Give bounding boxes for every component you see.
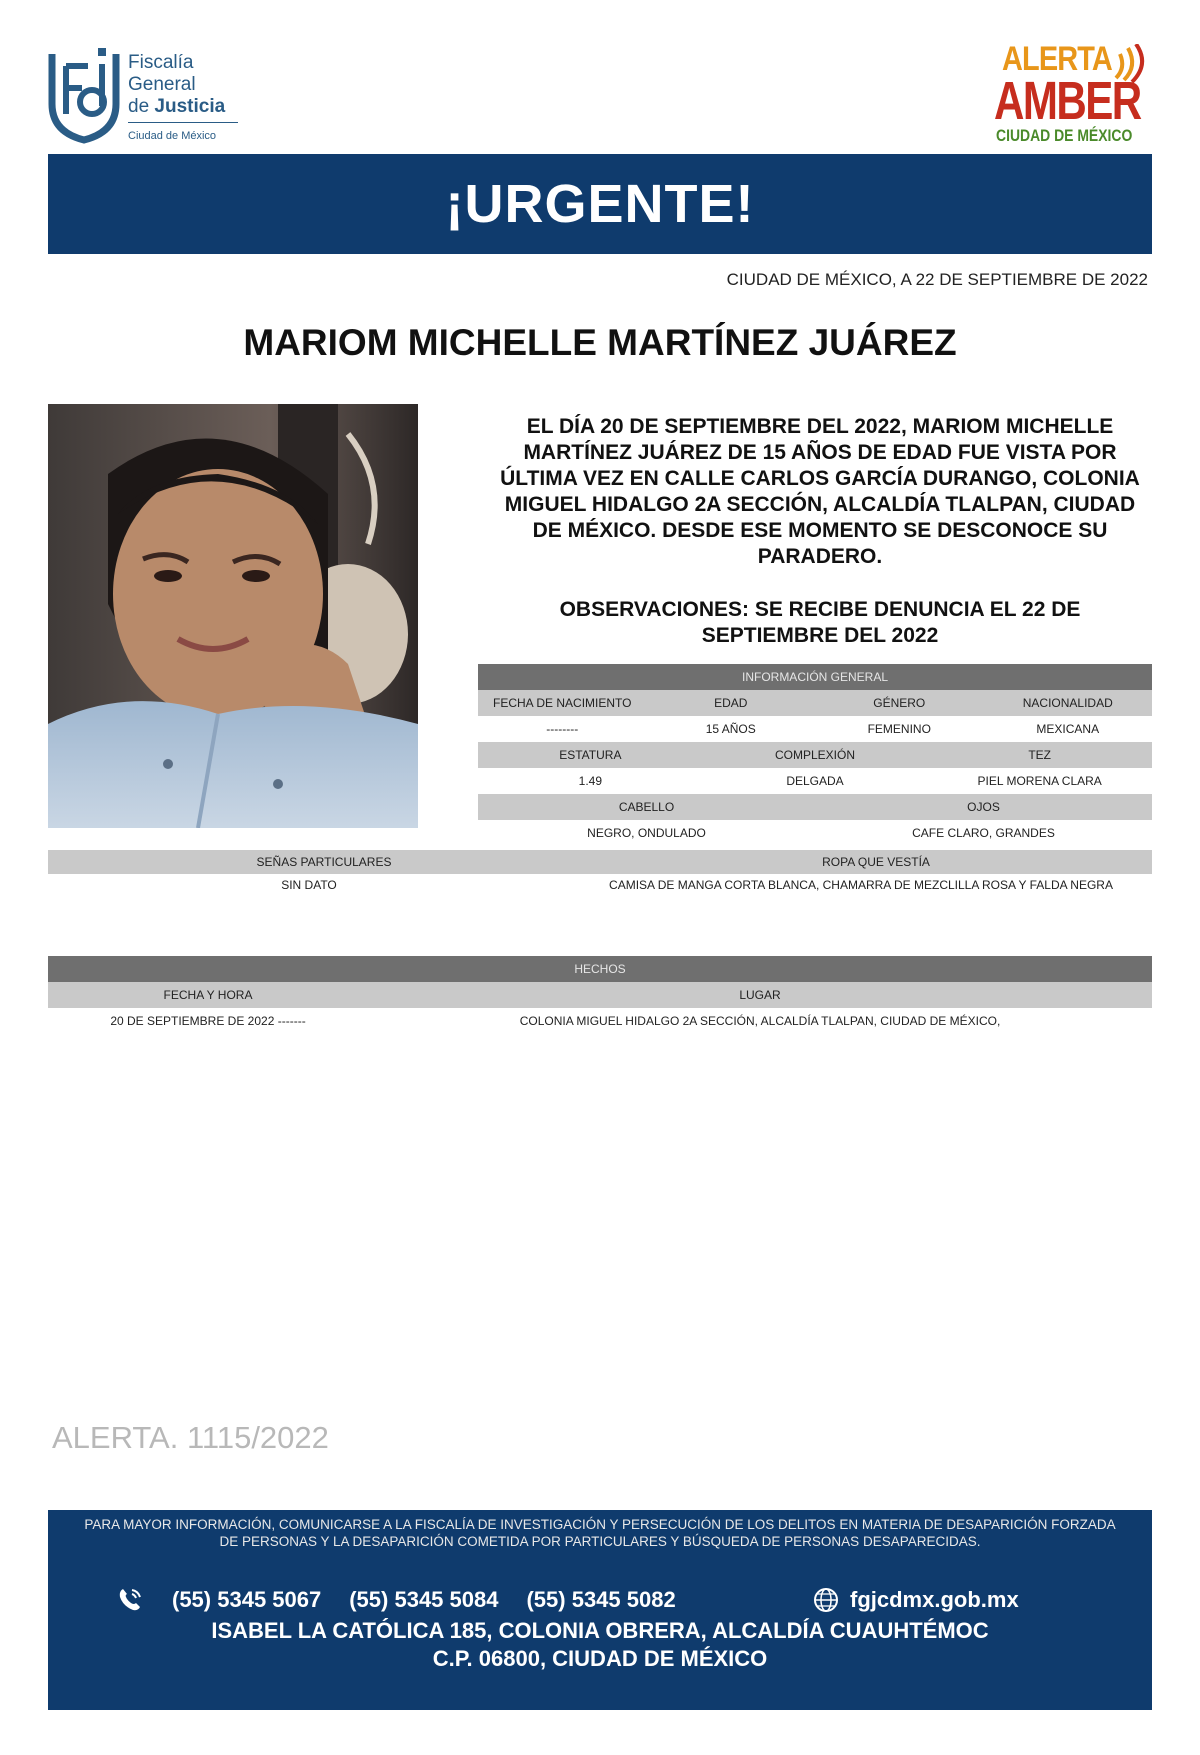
phone-icon xyxy=(116,1586,144,1614)
facts-value-row xyxy=(48,1008,1152,1028)
header-nationality: NACIONALIDAD xyxy=(1022,696,1113,710)
info-title: INFORMACIÓN GENERAL xyxy=(741,670,888,684)
header-datetime: FECHA Y HORA xyxy=(163,988,253,1002)
phone-2[interactable]: (55) 5345 5084 xyxy=(349,1587,499,1612)
footer-note: PARA MAYOR INFORMACIÓN, COMUNICARSE A LA FISCALÍA DE INVESTIGACIÓN Y PERSECUCIÓN DE LOS DELITOS EN MATERIA DE DESAPARICIÓN FORZADA DE PERSONAS Y LA DESAPARICIÓN COMETIDA POR PARTICULARES Y BÚSQUEDA DE PERSONAS DESAPARECIDAS. xyxy=(84,1517,1116,1549)
footer-contact xyxy=(48,1510,1152,1710)
header-build: COMPLEXIÓN xyxy=(775,748,856,762)
info-value-row-2 xyxy=(478,768,1152,794)
website-link[interactable]: fgjcdmx.gob.mx xyxy=(850,1587,1019,1612)
facts-table xyxy=(48,956,1152,1028)
amber-top: ALERTA xyxy=(1002,40,1112,78)
header-birthdate: FECHA DE NACIMIENTO xyxy=(493,696,632,710)
header-hair: CABELLO xyxy=(618,800,675,814)
fgj-line1: Fiscalía xyxy=(128,52,194,73)
fgj-shield-icon xyxy=(48,44,120,144)
header-eyes: OJOS xyxy=(967,800,1000,814)
observations: OBSERVACIONES: SE RECIBE DENUNCIA EL 22 DE SEPTIEMBRE DEL 2022 xyxy=(559,598,1081,647)
case-description: EL DÍA 20 DE SEPTIEMBRE DEL 2022, MARIOM MICHELLE MARTÍNEZ JUÁREZ DE 15 AÑOS DE EDAD FUE VISTA POR ÚLTIMA VEZ EN CALLE CARLOS GARCÍA DURANGO, COLONIA MIGUEL HIDALGO 2A SECCIÓN, ALCALDÍA TLALPAN, CIUDAD DE MÉXICO. DESDE ESE MOMENTO SE DESCONOCE SU PARADERO. xyxy=(500,415,1140,568)
fgj-line2: General xyxy=(128,74,196,95)
fgj-subtitle: Ciudad de México xyxy=(128,130,217,142)
value-height: 1.49 xyxy=(578,774,603,788)
value-age: 15 AÑOS xyxy=(705,722,756,736)
phone-1[interactable]: (55) 5345 5067 xyxy=(172,1587,322,1612)
value-build: DELGADA xyxy=(786,774,844,788)
value-datetime: 20 DE SEPTIEMBRE DE 2022 ------- xyxy=(110,1014,306,1028)
facts-title: HECHOS xyxy=(574,962,626,976)
fgj-line3 xyxy=(128,96,225,118)
person-photo xyxy=(48,404,418,828)
general-info-table xyxy=(478,664,1152,846)
address-line-2: C.P. 06800, CIUDAD DE MÉXICO xyxy=(432,1646,768,1671)
header-height: ESTATURA xyxy=(559,748,622,762)
signal-waves-icon xyxy=(1112,44,1148,84)
info-header-row-3 xyxy=(478,794,1152,820)
fgj-wordmark xyxy=(128,52,225,118)
value-birthdate: -------- xyxy=(546,722,579,736)
marks-clothing-table xyxy=(48,850,1152,892)
header-gender: GÉNERO xyxy=(873,696,926,710)
amber-mid: AMBER xyxy=(994,71,1141,131)
date-line: CIUDAD DE MÉXICO, A 22 DE SEPTIEMBRE DE 2022 xyxy=(726,270,1148,289)
value-complexion: PIEL MORENA CLARA xyxy=(977,774,1102,788)
portrait-photo-icon xyxy=(48,404,418,828)
value-eyes: CAFE CLARO, GRANDES xyxy=(912,826,1055,840)
phone-3[interactable]: (55) 5345 5082 xyxy=(526,1587,676,1612)
info-header-row-1 xyxy=(478,690,1152,716)
value-place: COLONIA MIGUEL HIDALGO 2A SECCIÓN, ALCALDÍA TLALPAN, CIUDAD DE MÉXICO, xyxy=(519,1014,1001,1028)
header-clothing: ROPA QUE VESTÍA xyxy=(822,855,930,869)
header-marks: SEÑAS PARTICULARES xyxy=(256,855,392,869)
website xyxy=(812,1586,1019,1614)
header-place: LUGAR xyxy=(739,988,781,1002)
amber-bot: CIUDAD DE MÉXICO xyxy=(996,126,1133,145)
fgj-line3-bold: Justicia xyxy=(154,96,226,117)
fgj-logo xyxy=(48,44,238,144)
fgj-divider xyxy=(128,122,238,123)
alert-number: ALERTA. 1115/2022 xyxy=(52,1420,329,1455)
urgent-banner: ¡URGENTE! xyxy=(48,154,1152,254)
value-clothing: CAMISA DE MANGA CORTA BLANCA, CHAMARRA DE MEZCLILLA ROSA Y FALDA NEGRA xyxy=(609,878,1113,892)
marks-header-row xyxy=(48,850,1152,874)
marks-value-row xyxy=(48,874,1152,892)
value-marks: SIN DATO xyxy=(281,878,337,892)
fgj-line3-pre: de xyxy=(128,96,155,117)
info-header-row-2 xyxy=(478,742,1152,768)
address-line-1: ISABEL LA CATÓLICA 185, COLONIA OBRERA, ALCALDÍA CUAUHTÉMOC xyxy=(211,1618,989,1643)
info-value-row-3 xyxy=(478,820,1152,846)
facts-title-row xyxy=(48,956,1152,982)
info-title-row xyxy=(478,664,1152,690)
amber-alert-logo xyxy=(994,40,1146,146)
value-gender: FEMENINO xyxy=(867,722,931,736)
facts-header-row xyxy=(48,982,1152,1008)
person-name: MARIOM MICHELLE MARTÍNEZ JUÁREZ xyxy=(243,322,957,363)
globe-icon xyxy=(812,1586,840,1614)
info-value-row-1 xyxy=(478,716,1152,742)
value-nationality: MEXICANA xyxy=(1036,722,1100,736)
value-hair: NEGRO, ONDULADO xyxy=(587,826,706,840)
header-complexion: TEZ xyxy=(1028,748,1052,762)
header-age: EDAD xyxy=(714,696,748,710)
phone-list xyxy=(116,1586,676,1614)
